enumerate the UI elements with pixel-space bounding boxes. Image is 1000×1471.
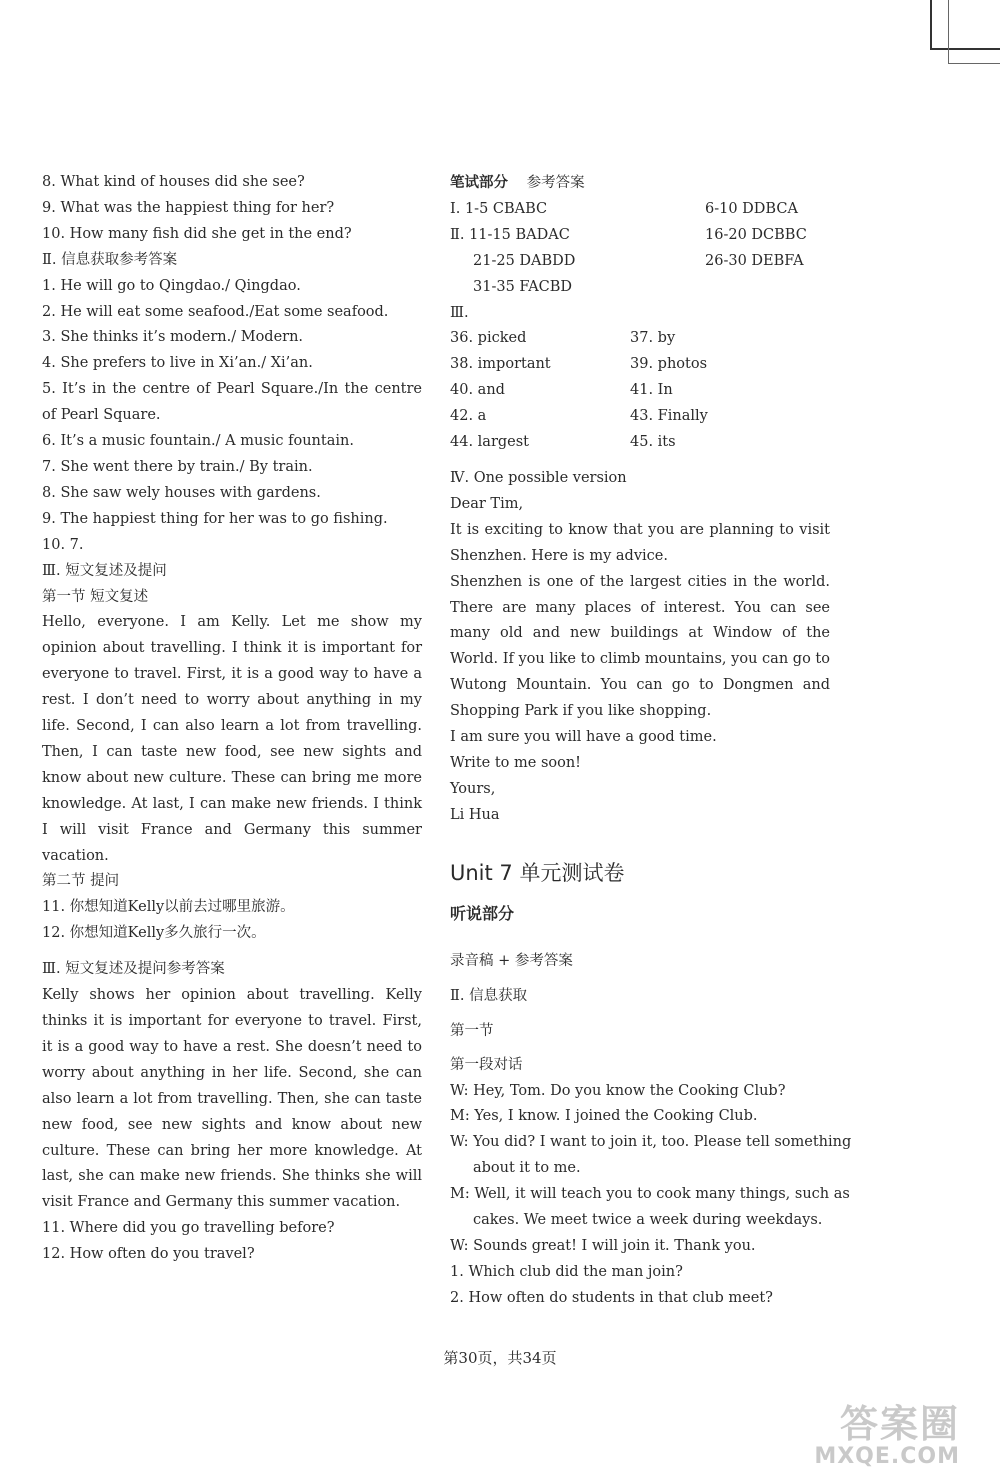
dialogue-line: M: Yes, I know. I joined the Cooking Club. bbox=[450, 1108, 758, 1125]
answer-2: 2. He will eat some seafood./Eat some seafood. bbox=[42, 303, 389, 320]
letter-closing: Yours, bbox=[450, 780, 496, 797]
mc-answer: 26-30 DEBFA bbox=[705, 252, 804, 269]
watermark-logo bbox=[760, 1402, 960, 1469]
question-12-chinese: 12. 你想知道Kelly多久旅行一次。 bbox=[42, 925, 266, 942]
crop-mark-vertical-2 bbox=[948, 0, 949, 64]
answer-3: 3. She thinks it’s modern./ Modern. bbox=[42, 329, 304, 346]
listening-section-title: 听说部分 bbox=[450, 903, 515, 923]
dialogue-question-2: 2. How often do students in that club meet? bbox=[450, 1289, 773, 1306]
mc-answer: 31-35 FACBD bbox=[473, 278, 573, 295]
dialogue-line: W: You did? I want to join it, too. Please tell something bbox=[450, 1134, 852, 1151]
letter-greeting: Dear Tim, bbox=[450, 495, 524, 512]
mc-answer: 21-25 DABDD bbox=[473, 252, 576, 269]
left-column bbox=[42, 170, 422, 1268]
fill-answer: 42. a bbox=[450, 408, 487, 425]
letter-paragraph-2: Shenzhen is one of the largest cities in the world. There are many places of interest. You can see many old and new buildings at Window of the World. If you like to climb mountains, you can go to Wutong Mountain. You can go to Dongmen and Shopping Park if you like shopping. bbox=[450, 573, 830, 720]
answer-9: 9. The happiest thing for her was to go fishing. bbox=[42, 510, 388, 527]
fill-answer: 41. In bbox=[630, 382, 673, 399]
mc-answer bbox=[705, 275, 855, 301]
retell-answer-passage: Kelly shows her opinion about travelling. Kelly thinks it is important for everyone to travel. First, it is a good way to have a rest. She doesn’t need to worry about anything in her life. Second, she can also learn a lot from travelling. Then, she can taste new food, see new sights and know about new culture. These can bring her more knowledge. At last, she can make new friends. She thinks she will visit France and Germany this summer vacation. bbox=[42, 987, 422, 1211]
unit-title: Unit 7 单元测试卷 bbox=[450, 860, 625, 885]
mc-answer: 16-20 DCBBC bbox=[705, 226, 807, 243]
dialogue-line: W: Hey, Tom. Do you know the Cooking Club? bbox=[450, 1082, 786, 1099]
question-11-chinese: 11. 你想知道Kelly以前去过哪里旅游。 bbox=[42, 899, 295, 916]
section-2-answers-title: Ⅱ. 信息获取参考答案 bbox=[42, 251, 178, 268]
section-4-title: Ⅳ. One possible version bbox=[450, 469, 627, 486]
fill-answer: 39. photos bbox=[630, 356, 708, 373]
question-8: 8. What kind of houses did she see? bbox=[42, 174, 305, 190]
fill-answer: 40. and bbox=[450, 382, 505, 399]
letter-signature: Li Hua bbox=[450, 806, 500, 823]
section-3-part-1-title: 第一节 短文复述 bbox=[42, 588, 149, 605]
fill-answer: 43. Finally bbox=[630, 408, 708, 425]
script-title: 录音稿 + 参考答案 bbox=[450, 952, 573, 969]
letter-paragraph-3: I am sure you will have a good time. bbox=[450, 729, 717, 746]
written-part-subtitle: 参考答案 bbox=[526, 175, 585, 191]
dialogue-line: M: Well, it will teach you to cook many things, such as bbox=[450, 1186, 850, 1203]
mc-answer: Ⅰ. 1-5 CBABC bbox=[450, 200, 548, 217]
answer-question-11: 11. Where did you go travelling before? bbox=[42, 1220, 335, 1237]
letter-paragraph-4: Write to me soon! bbox=[450, 754, 582, 771]
fill-answer: 38. important bbox=[450, 356, 551, 373]
part-1-title: 第一节 bbox=[450, 1022, 494, 1039]
multiple-choice-answers bbox=[450, 197, 830, 301]
retell-passage: Hello, everyone. I am Kelly. Let me show my opinion about travelling. I think it is important for everyone to travel. First, it is a good way to have a rest. I don’t need to worry about anything in my life. Second, I can also learn a lot from travelling. Then, I can taste new food, see new sights and know about new culture. These can bring me more knowledge. At last, I can make new friends. I think I will visit France and Germany this summer vacation. bbox=[42, 614, 422, 864]
section-3-label: Ⅲ. bbox=[450, 304, 469, 321]
dialogue-line-continued: cakes. We meet twice a week during weekdays. bbox=[473, 1212, 823, 1229]
fill-answer: 37. by bbox=[630, 330, 676, 347]
fill-in-answers bbox=[450, 326, 830, 456]
section-3-part-2-title: 第二节 提问 bbox=[42, 873, 120, 890]
answer-4: 4. She prefers to live in Xi’an./ Xi’an. bbox=[42, 355, 313, 372]
mc-answer: 6-10 DDBCA bbox=[705, 200, 798, 217]
answer-5: 5. It’s in the centre of Pearl Square./In the centre of Pearl Square. bbox=[42, 381, 422, 424]
fill-answer: 44. largest bbox=[450, 434, 530, 451]
written-part-heading bbox=[450, 170, 830, 197]
dialogue-1-title: 第一段对话 bbox=[450, 1056, 523, 1073]
answer-6: 6. It’s a music fountain./ A music fountain. bbox=[42, 433, 354, 450]
letter-paragraph-1: It is exciting to know that you are planning to visit Shenzhen. Here is my advice. bbox=[450, 521, 830, 564]
section-3-title: Ⅲ. 短文复述及提问 bbox=[42, 562, 167, 579]
answer-10: 10. 7. bbox=[42, 536, 84, 553]
page-footer: 第30页，共34页 bbox=[443, 1349, 557, 1367]
dialogue-question-1: 1. Which club did the man join? bbox=[450, 1263, 683, 1280]
dialogue-line: W: Sounds great! I will join it. Thank you. bbox=[450, 1238, 756, 1254]
mc-answer: Ⅱ. 11-15 BADAC bbox=[450, 226, 570, 243]
answer-1: 1. He will go to Qingdao./ Qingdao. bbox=[42, 277, 301, 294]
answer-7: 7. She went there by train./ By train. bbox=[42, 458, 313, 475]
dialogue-line-continued: about it to me. bbox=[473, 1160, 581, 1177]
watermark-bottom: MXQE.COM bbox=[814, 1443, 960, 1469]
question-9: 9. What was the happiest thing for her? bbox=[42, 199, 335, 216]
section-3-answers-title: Ⅲ. 短文复述及提问参考答案 bbox=[42, 961, 225, 978]
watermark-top: 答案圈 bbox=[839, 1402, 960, 1446]
crop-mark-horizontal bbox=[930, 48, 1000, 50]
answer-8: 8. She saw wely houses with gardens. bbox=[42, 484, 321, 501]
right-column bbox=[450, 170, 852, 1312]
crop-mark-horizontal-2 bbox=[948, 63, 1000, 64]
crop-mark-vertical bbox=[930, 0, 932, 50]
answer-question-12: 12. How often do you travel? bbox=[42, 1246, 255, 1263]
question-10: 10. How many fish did she get in the end? bbox=[42, 225, 352, 242]
fill-answer: 45. its bbox=[630, 434, 676, 451]
fill-answer: 36. picked bbox=[450, 330, 527, 347]
info-section-title: Ⅱ. 信息获取 bbox=[450, 987, 528, 1004]
written-part-title: 笔试部分 bbox=[450, 174, 508, 191]
